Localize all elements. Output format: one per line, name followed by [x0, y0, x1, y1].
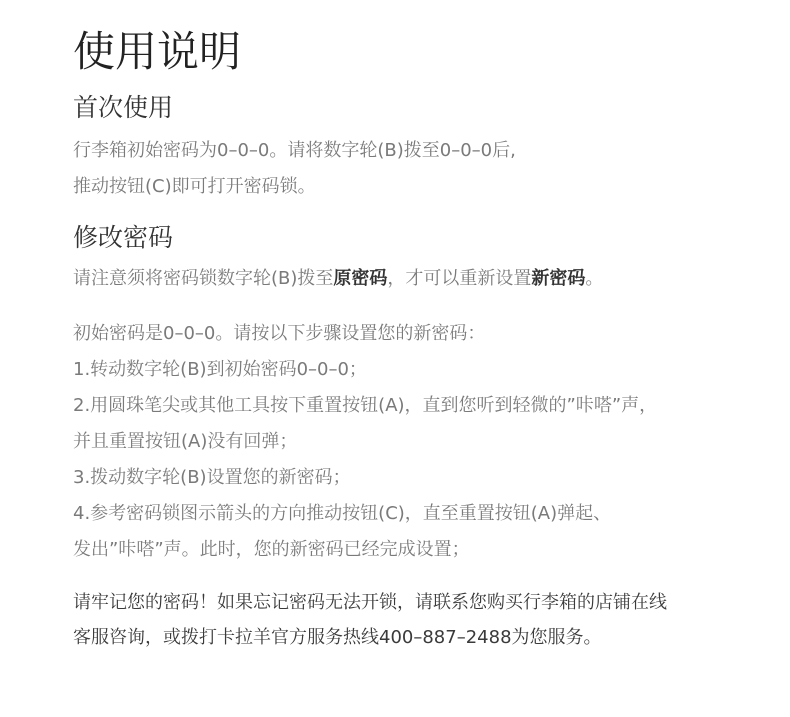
note-line: 请牢记您的密码！如果忘记密码无法开锁，请联系您购买行李箱的店铺在线	[73, 592, 667, 613]
step-line: 并且重置按钮(A)没有回弹；	[73, 431, 298, 452]
step-line: 1.转动数字轮(B)到初始密码0–0–0；	[73, 359, 367, 380]
step-line: 发出”咔嗒”声。此时，您的新密码已经完成设置；	[73, 539, 470, 560]
section-title-change-password: 修改密码	[73, 223, 174, 252]
step-line: 3.拨动数字轮(B)设置您的新密码；	[73, 467, 351, 488]
step-line: 2.用圆珠笔尖或其他工具按下重置按钮(A)，直到您听到轻微的”咔嗒”声，	[73, 395, 658, 416]
intro-text: ，才可以重新设置	[387, 268, 532, 289]
change-password-intro	[73, 266, 603, 292]
first-use-line: 推动按钮(C)即可打开密码锁。	[73, 176, 316, 197]
first-use-line: 行李箱初始密码为0–0–0。请将数字轮(B)拨至0–0–0后,	[73, 140, 516, 161]
original-password-emphasis: 原密码	[333, 268, 388, 289]
step-line: 4.参考密码锁图示箭头的方向推动按钮(C)，直至重置按钮(A)弹起、	[73, 503, 612, 524]
intro-text: 。	[585, 268, 604, 289]
steps-intro: 初始密码是0–0–0。请按以下步骤设置您的新密码：	[73, 323, 486, 344]
note-line: 客服咨询，或拨打卡拉羊官方服务热线400–887–2488为您服务。	[73, 627, 602, 648]
new-password-emphasis: 新密码	[531, 268, 586, 289]
page-title: 使用说明	[73, 27, 242, 76]
section-title-first-use: 首次使用	[73, 93, 174, 122]
intro-text: 请注意须将密码锁数字轮(B)拨至	[73, 268, 334, 289]
